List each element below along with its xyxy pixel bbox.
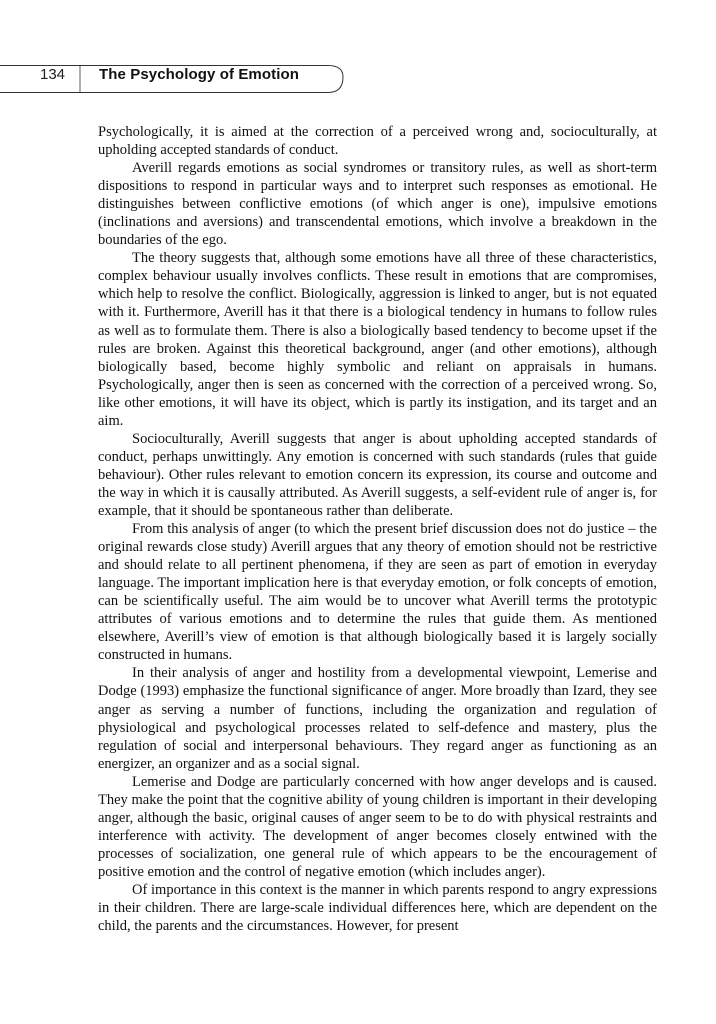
paragraph-2: Averill regards emotions as social syndromes or transitory rules, as well as short-term dispositions to respond in particular ways and to interpret such responses as emotional. He distinguishes between conflictive emotions (of which anger is one), impulsive emotions (inclinations and aversions) and transcendental emotions, which involve a breakdown in the boundaries of the ego. [98, 160, 657, 249]
page-number: 134 [40, 66, 66, 83]
paragraph-7: Lemerise and Dodge are particularly concerned with how anger develops and is caused. They make the point that the cognitive ability of young children is important in their developing anger, although the basic, original causes of anger seem to be to do with physical restraints and interference with activity. The development of anger becomes closely entwined with the processes of socialization, one general rule of which appears to be the encouragement of positive emotion and the control of negative emotion (which includes anger). [98, 773, 657, 880]
body-text [98, 123, 657, 935]
paragraph-8: Of importance in this context is the manner in which parents respond to angry expressions in their children. There are large-scale individual differences here, which are dependent on the child, the parents and the circumstances. However, for present [98, 881, 657, 935]
running-head [0, 56, 716, 96]
paragraph-5: From this analysis of anger (to which the present brief discussion does not do justice – the original rewards close study) Averill argues that any theory of emotion should not be restrictive and should relate to all pertinent phenomena, if they are seen as part of emotion in everyday language. The important implication here is that everyday emotion, or folk concepts of emotion, can be scientifically useful. The aim would be to uncover what Averill terms the prototypic attributes of various emotions and to determine the rules that guide them. As mentioned elsewhere, Averill’s view of emotion is that although biologically based it is largely socially constructed in humans. [98, 521, 657, 664]
paragraph-3: The theory suggests that, although some emotions have all three of these characteristics, complex behaviour usually involves conflicts. These result in emotions that are compromises, which help to resolve the conflict. Biologically, aggression is linked to anger, but is not equated with it. Furthermore, Averill has it that there is a biological tendency in humans to follow rules as well as to formulate them. There is also a biologically based tendency to become upset if the rules are broken. Against this theoretical background, anger (and other emotions), although biologically based, become highly symbolic and reliant on appraisals in humans. Psychologically, anger then is seen as concerned with the correction of a perceived wrong. So, like other emotions, it will have its object, which is partly its instigation, and its target and an aim. [98, 250, 657, 429]
paragraph-4: Socioculturally, Averill suggests that anger is about upholding accepted standards of conduct, perhaps unwittingly. Any emotion is concerned with such standards (rules that guide behaviour). Other rules relevant to emotion concern its expression, its course and outcome and the way in which it is causally attributed. As Averill suggests, a self-evident rule of anger is, for example, that it should be spontaneous rather than deliberate. [98, 430, 657, 519]
book-title: The Psychology of Emotion [99, 66, 300, 83]
paragraph-6: In their analysis of anger and hostility from a developmental viewpoint, Lemerise and Dodge (1993) emphasize the functional significance of anger. More broadly than Izard, they see anger as serving a number of functions, including the organization and regulation of physiological and psychological processes related to self-defence and mastery, plus the regulation of social and interpersonal behaviours. They regard anger as functioning as an energizer, an organizer and as a social signal. [98, 665, 657, 772]
paragraph-1: Psychologically, it is aimed at the correction of a perceived wrong and, socioculturally, at upholding accepted standards of conduct. [98, 124, 657, 159]
